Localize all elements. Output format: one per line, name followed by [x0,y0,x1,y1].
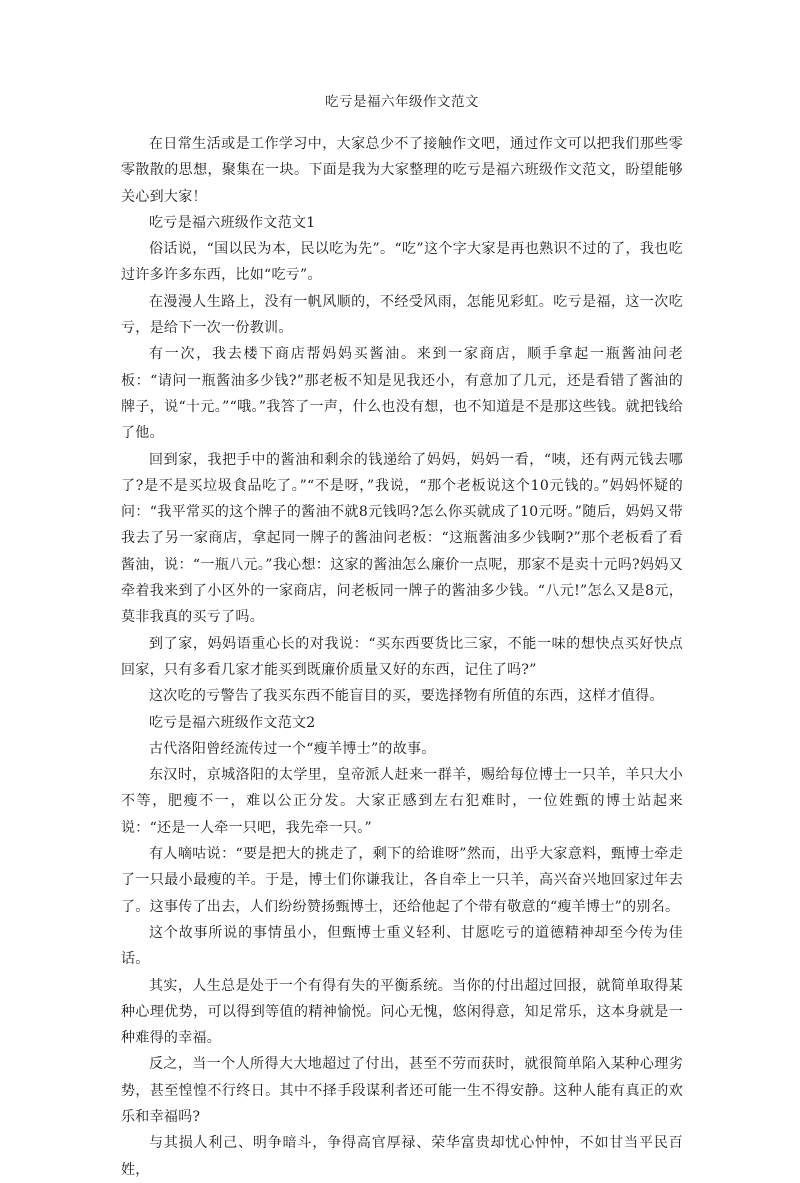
paragraph: 东汉时，京城洛阳的太学里，皇帝派人赶来一群羊，赐给每位博士一只羊，羊只大小不等，肥瘦不一，难以公正分发。大家正感到左右犯难时，一位姓甄的博士站起来说：“还是一人牵一只吧，我先牵一只。” [121,767,683,836]
paragraph: 在日常生活或是工作学习中，大家总少不了接触作文吧，通过作文可以把我们那些零零散散的思想，聚集在一块。下面是我为大家整理的吃亏是福六班级作文范文，盼望能够关心到大家！ [121,136,683,205]
document-title: 吃亏是福六年级作文范文 [325,94,479,110]
paragraph: 俗话说，“国以民为本，民以吃为先”。“吃”这个字大家是再也熟识不过的了，我也吃过许多许多东西，比如“吃亏”。 [121,241,683,284]
paragraph: 有一次，我去楼下商店帮妈妈买酱油。来到一家商店，顺手拿起一瓶酱油问老板：“请问一瓶酱油多少钱?”那老板不知是见我还小，有意加了几元，还是看错了酱油的牌子，说“十元。”“哦。”我答了一声，什么也没有想，也不知道是不是那这些钱。就把钱给了他。 [121,346,683,442]
document-body [121,131,683,1183]
paragraph: 古代洛阳曾经流传过一个“瘦羊博士”的故事。 [149,740,436,757]
section-heading: 吃亏是福六班级作文范文2 [149,714,316,731]
paragraph: 在漫漫人生路上，没有一帆风顺的，不经受风雨，怎能见彩虹。吃亏是福，这一次吃亏，是给下一次一份教训。 [121,293,683,337]
paragraph: 这次吃的亏警告了我买东西不能盲目的买，要选择物有所值的东西，这样才值得。 [149,688,664,705]
paragraph: 与其损人利己、明争暗斗，争得高官厚禄、荣华富贵却忧心忡忡，不如甘当平民百姓， [121,1135,683,1178]
paragraph: 其实，人生总是处于一个有得有失的平衡系统。当你的付出超过回报，就简单取得某种心理优势，可以得到等值的精神愉悦。问心无愧，悠闲得意，知足常乐，这本身就是一种难得的幸福。 [121,977,683,1047]
paragraph: 回到家，我把手中的酱油和剩余的钱递给了妈妈，妈妈一看，“咦，还有两元钱去哪了?是不是买垃圾食品吃了。”“不是呀，”我说，“那个老板说这个10元钱的。”妈妈怀疑的问：“我平常买的这个牌子的酱油不就8元钱吗?怎么你买就成了10元呀。”随后，妈妈又带我去了另一家商店，拿起同一牌子的酱油问老板：“这瓶酱油多少钱啊?”那个老板看了看酱油，说：“一瓶八元。”我心想：这家的酱油怎么廉价一点呢，那家不是卖十元吗?妈妈又牵着我来到了小区外的一家商店，问老板同一牌子的酱油多少钱。“八元!”怎么又是8元，莫非我真的买亏了吗。 [121,451,683,626]
paragraph: 有人嘀咕说：“要是把大的挑走了，剩下的给谁呀”然而，出乎大家意料，甄博士牵走了一只最小最瘦的羊。于是，博士们你谦我让，各自牵上一只羊，高兴奋兴地回家过年去了。这事传了出去，人们纷纷赞扬甄博士，还给他起了个带有敬意的“瘦羊博士”的别名。 [121,846,683,915]
section-heading: 吃亏是福六班级作文范文1 [149,214,316,231]
paragraph: 这个故事所说的事情虽小，但甄博士重义轻利、甘愿吃亏的道德精神却至今传为佳话。 [121,924,683,968]
paragraph: 反之，当一个人所得大大地超过了付出，甚至不劳而获时，就很简单陷入某种心理劣势，甚至惶惶不行终日。其中不择手段谋利者还可能一生不得安静。这种人能有真正的欢乐和幸福吗? [121,1056,683,1125]
paragraph: 到了家，妈妈语重心长的对我说：“买东西要货比三家，不能一味的想快点买好快点回家，只有多看几家才能买到既廉价质量又好的东西，记住了吗?” [121,635,683,678]
